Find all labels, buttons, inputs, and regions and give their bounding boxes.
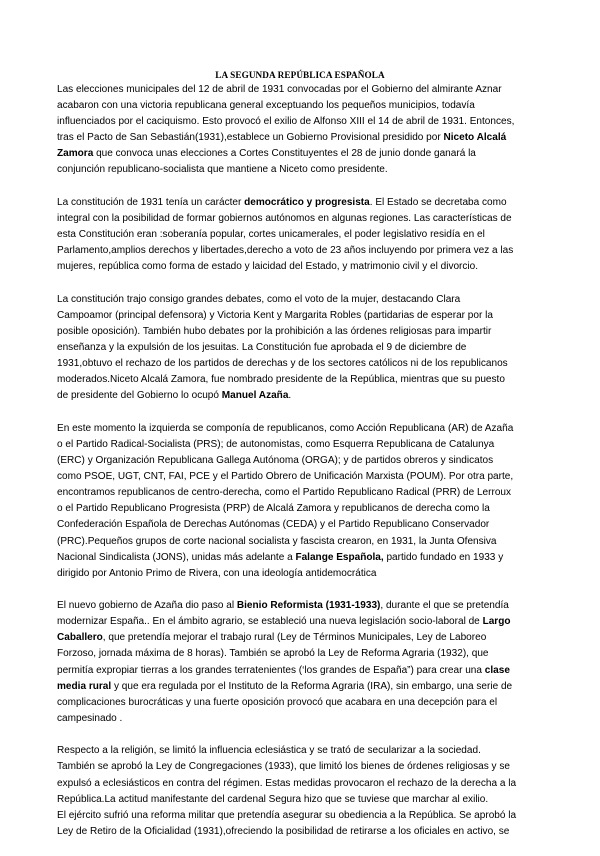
text-line bbox=[57, 792, 557, 808]
text-run: que convoca unas elecciones a Cortes Constituyentes el 28 de junio donde ganará la bbox=[93, 148, 476, 160]
text-line bbox=[57, 566, 557, 582]
text-line bbox=[57, 743, 557, 759]
text-run: Confederación Española de Derechas Autónomas (CEDA) y el Partido Republicano Conservador bbox=[57, 519, 490, 531]
bold-text: Zamora bbox=[57, 148, 94, 160]
text-run: esta Constitución eran :soberanía popular, cortes unicamerales, el poder legislativo residía en el bbox=[57, 229, 485, 241]
text-line bbox=[57, 195, 557, 211]
text-line bbox=[57, 517, 557, 533]
text-run: o el Partido Radical-Socialista (PRS); de autonomistas, como Esquerra Republicana de Catalunya bbox=[57, 438, 495, 450]
text-line bbox=[57, 82, 557, 98]
text-run: . El Estado se decretaba como bbox=[369, 196, 507, 208]
text-run: (ERC) y Organización Republicana Gallega Autónoma (ORGA); y de partidos obreros y sindicatos bbox=[57, 455, 494, 467]
text-run: enseñanza y la expulsión de los jesuitas. La Constitución fue aprobada el 9 de diciembre de bbox=[57, 342, 467, 354]
text-line bbox=[57, 630, 557, 646]
text-line bbox=[57, 388, 557, 404]
text-line bbox=[57, 243, 557, 259]
text-line bbox=[57, 211, 557, 227]
text-line bbox=[57, 598, 557, 614]
text-line bbox=[57, 808, 557, 824]
text-line bbox=[57, 146, 557, 162]
text-run: , que pretendía mejorar el trabajo rural (Ley de Términos Municipales, Ley de Laboreo bbox=[102, 632, 487, 644]
text-line bbox=[57, 776, 557, 792]
text-run: También se aprobó la Ley de Congregaciones (1933), que limitó los bienes de órdenes religiosas y se bbox=[57, 761, 510, 773]
text-line bbox=[57, 292, 557, 308]
text-line bbox=[57, 356, 557, 372]
text-line bbox=[57, 453, 557, 469]
text-run: modernizar España.. En el ámbito agrario, se estableció una nueva legislación socio-laboral de bbox=[57, 616, 483, 628]
text-line bbox=[57, 130, 557, 146]
text-line bbox=[57, 695, 557, 711]
text-line bbox=[57, 485, 557, 501]
bold-text: clase bbox=[484, 664, 510, 676]
text-run: . bbox=[288, 390, 292, 402]
text-line bbox=[57, 501, 557, 517]
text-run: El ejército sufrió una reforma militar que pretendía asegurar su obediencia a la República. Se aprobó la bbox=[57, 809, 517, 821]
bold-text: Manuel Azaña bbox=[221, 390, 289, 402]
text-run: mujeres, república como forma de estado y laicidad del Estado, y matrimonio civil y el divorcio. bbox=[57, 261, 479, 273]
text-line bbox=[57, 759, 557, 775]
paragraph bbox=[57, 82, 557, 179]
text-run: dirigido por Antonio Primo de Rivera, con una ideología antidemocrática bbox=[57, 567, 377, 579]
text-run: República.La actitud manifestante del cardenal Segura hizo que se tuviese que marchar al exilio. bbox=[57, 793, 489, 805]
bold-text: Niceto Alcalá bbox=[443, 132, 507, 144]
text-run: (PRC).Pequeños grupos de corte nacional socialista y fascista crearon, en 1931, la Junta Ofensiva bbox=[57, 535, 497, 547]
text-run: o el Partido Republicano Progresista (PRP) de Alcalá Zamora y republicanos de derecha como la bbox=[57, 503, 490, 515]
text-line bbox=[57, 259, 557, 275]
paragraph bbox=[57, 743, 557, 840]
text-run: Las elecciones municipales del 12 de abril de 1931 convocadas por el Gobierno del almirante Aznar bbox=[57, 84, 502, 95]
text-run: La constitución trajo consigo grandes debates, como el voto de la mujer, destacando Clara bbox=[57, 293, 461, 305]
text-run: La constitución de 1931 tenía un carácter bbox=[57, 196, 245, 208]
text-run: posible oposición). También hubo debates por la prohibición a las órdenes religiosas para impartir bbox=[57, 326, 492, 337]
text-line bbox=[57, 372, 557, 388]
text-run: de presidente del Gobierno lo ocupó bbox=[57, 390, 222, 402]
text-line bbox=[57, 227, 557, 243]
text-line bbox=[57, 469, 557, 485]
text-run: encontramos republicanos de centro-derecha, como el Partido Republicano Radical (PRR) de Lerroux bbox=[57, 487, 512, 499]
text-run: como PSOE, UGT, CNT, FAI, PCE y el Partido Obrero de Unificación Marxista (POUM). Por otra parte, bbox=[57, 471, 514, 483]
document-title: LA SEGUNDA REPÚBLICA ESPAÑOLA bbox=[215, 70, 385, 80]
bold-text: Falange Española, bbox=[295, 551, 384, 563]
text-line bbox=[57, 162, 557, 178]
paragraph bbox=[57, 195, 557, 275]
text-line bbox=[57, 646, 557, 662]
text-run: , durante el que se pretendía bbox=[380, 600, 509, 612]
text-run: El nuevo gobierno de Azaña dio paso al bbox=[57, 600, 237, 612]
text-run: moderados.Niceto Alcalá Zamora, fue nombrado presidente de la República, mientras que su puesto bbox=[57, 374, 505, 386]
text-line bbox=[57, 663, 557, 679]
text-line bbox=[57, 437, 557, 453]
bold-text: Bienio Reformista (1931-1933) bbox=[236, 600, 381, 612]
text-run: Respecto a la religión, se limitó la influencia eclesiástica y se trató de secularizar a la sociedad. bbox=[57, 745, 481, 757]
text-line bbox=[57, 114, 557, 130]
text-line bbox=[57, 324, 557, 340]
document-body bbox=[57, 82, 557, 856]
text-run: Campoamor (principal defensora) y Victoria Kent y Margarita Robles (partidarias de esperar por la bbox=[57, 309, 493, 321]
text-run: tras el Pacto de San Sebastián(1931),establece un Gobierno Provisional presidido por bbox=[57, 132, 444, 144]
text-run: En este momento la izquierda se componía de republicanos, como Acción Republicana (AR) de Azaña bbox=[57, 422, 514, 434]
text-line bbox=[57, 98, 557, 114]
text-run: Ley de Retiro de la Oficialidad (1931),ofreciendo la posibilidad de retirarse a los oficiales en activo, se bbox=[57, 825, 510, 837]
text-run: integral con la posibilidad de formar gobiernos autónomos en algunas regiones. Las características de bbox=[57, 213, 512, 225]
text-line bbox=[57, 679, 557, 695]
text-line bbox=[57, 614, 557, 630]
paragraph bbox=[57, 421, 557, 582]
bold-text: democrático y progresista bbox=[244, 196, 370, 208]
text-line bbox=[57, 340, 557, 356]
text-run: y que era regulada por el Instituto de la Reforma Agraria (IRA), sin embargo, una serie de bbox=[111, 680, 513, 692]
paragraph bbox=[57, 292, 557, 405]
paragraph bbox=[57, 598, 557, 727]
text-line bbox=[57, 550, 557, 566]
text-run: Parlamento,amplios derechos y libertades,derecho a voto de 23 años incluyendo por primera vez a las bbox=[57, 245, 514, 257]
bold-text: Caballero bbox=[57, 632, 103, 644]
text-run: influenciados por el caciquismo. Esto provocó el exilio de Alfonso XIII el 14 de abril de 1931. Entonces, bbox=[57, 116, 515, 128]
text-line bbox=[57, 711, 557, 727]
text-run: permitía expropiar tierras a los grandes terratenientes (‘los grandes de España”) para crear una bbox=[57, 664, 485, 676]
text-run: partido fundado en 1933 y bbox=[383, 551, 504, 563]
text-line bbox=[57, 824, 557, 840]
text-run: conjunción republicano-socialista que mantiene a Niceto como presidente. bbox=[57, 164, 388, 176]
text-run: acabaron con una victoria republicana general exceptuando los pequeños municipios, todavía bbox=[57, 100, 475, 112]
text-line bbox=[57, 308, 557, 324]
bold-text: media rural bbox=[57, 680, 112, 692]
text-run: Nacional Sindicalista (JONS), unidas más adelante a bbox=[57, 551, 296, 563]
text-run: 1931,obtuvo el rechazo de los partidos de derechas y de los sectores católicos ni de los republicanos bbox=[57, 358, 508, 370]
bold-text: Largo bbox=[482, 616, 511, 628]
text-run: complicaciones burocráticas y una fuerte oposición provocó que acabara en una decepción para el bbox=[57, 696, 498, 708]
text-run: Forzoso, jornada máxima de 8 horas). También se aprobó la Ley de Reforma Agraria (1932), que bbox=[57, 648, 489, 660]
text-line bbox=[57, 534, 557, 550]
text-run: campesinado . bbox=[57, 712, 123, 724]
text-run: expulsó a eclesiásticos en contra del régimen. Estas medidas provocaron el rechazo de la derecha a la bbox=[57, 777, 517, 789]
text-line bbox=[57, 421, 557, 437]
